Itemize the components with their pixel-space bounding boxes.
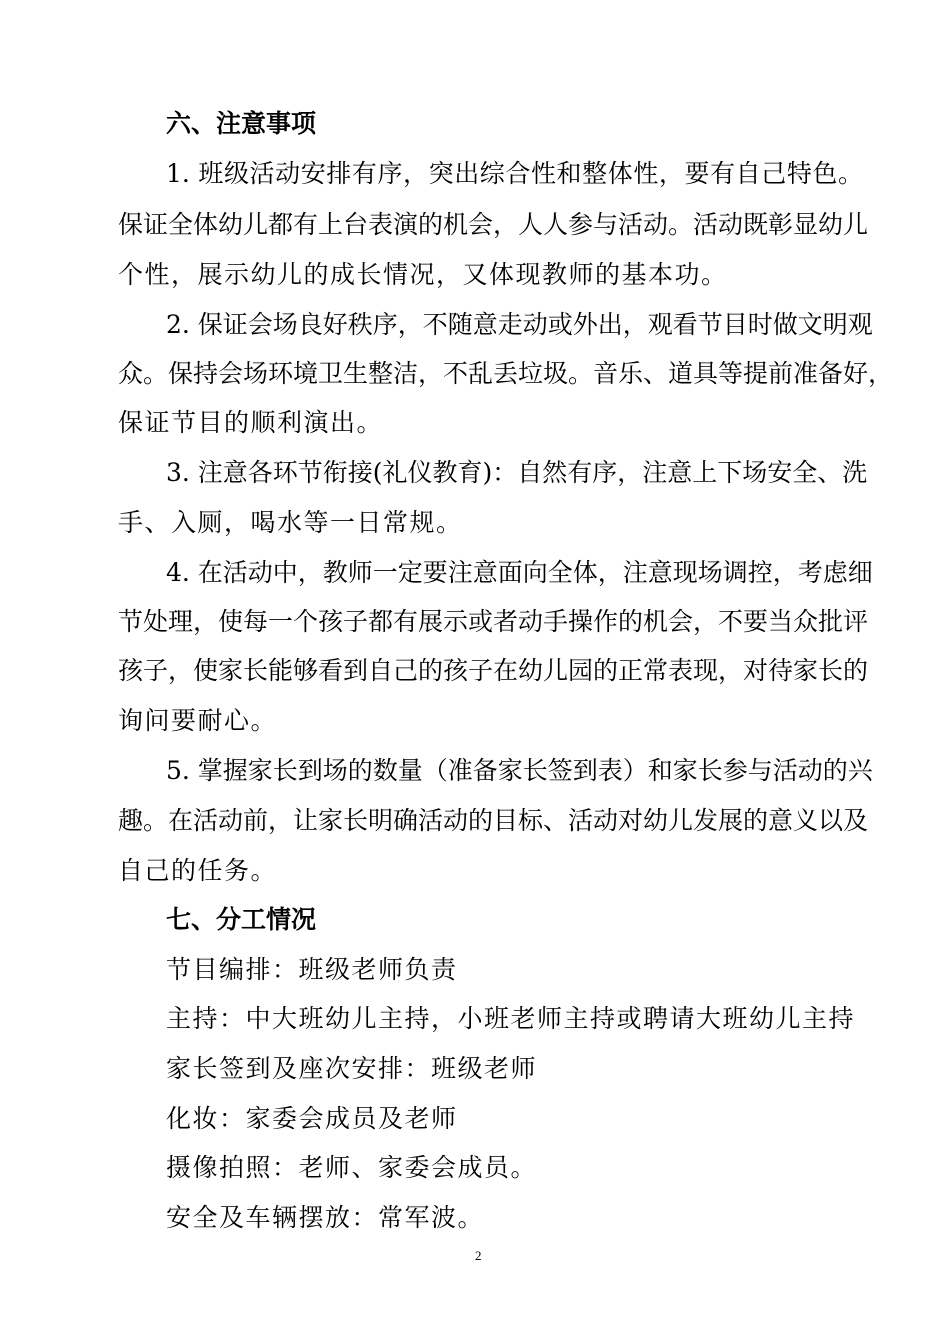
item-2-line-1: 2. 保证会场良好秩序，不随意走动或外出，观看节目时做文明观: [166, 310, 873, 339]
item-1-line-2: 保证全体幼儿都有上台表演的机会，人人参与活动。活动既彰显幼儿: [118, 210, 869, 239]
assignment-program-arrangement: 节目编排：班级老师负责: [166, 955, 458, 984]
item-3-line-1: 3. 注意各环节衔接(礼仪教育)：自然有序，注意上下场安全、洗: [166, 458, 868, 487]
item-4-line-2: 节处理，使每一个孩子都有展示或者动手操作的机会，不要当众批评: [118, 607, 869, 636]
item-4-line-1: 4. 在活动中，教师一定要注意面向全体，注意现场调控，考虑细: [166, 558, 873, 587]
section-6-heading: 六、注意事项: [166, 109, 317, 138]
assignment-parent-signin: 家长签到及座次安排：班级老师: [166, 1054, 538, 1083]
assignment-photography: 摄像拍照：老师、家委会成员。: [166, 1153, 538, 1182]
item-1-line-1: 1. 班级活动安排有序，突出综合性和整体性，要有自己特色。: [166, 159, 863, 188]
item-5-line-2: 趣。在活动前，让家长明确活动的目标、活动对幼儿发展的意义以及: [118, 806, 869, 835]
page-number: 2: [475, 1248, 482, 1263]
item-5-line-1: 5. 掌握家长到场的数量（准备家长签到表）和家长参与活动的兴: [166, 756, 873, 785]
assignment-makeup: 化妆：家委会成员及老师: [166, 1104, 458, 1133]
item-4-line-3: 孩子，使家长能够看到自己的孩子在幼儿园的正常表现，对待家长的: [118, 656, 869, 685]
assignment-safety-vehicles: 安全及车辆摆放：常军波。: [166, 1203, 485, 1232]
item-2-line-3: 保证节目的顺利演出。: [118, 408, 384, 437]
section-7-heading: 七、分工情况: [166, 905, 317, 934]
item-2-line-2: 众。保持会场环境卫生整洁，不乱丢垃圾。音乐、道具等提前准备好，: [118, 359, 894, 388]
assignment-host: 主持：中大班幼儿主持，小班老师主持或聘请大班幼儿主持: [166, 1004, 856, 1033]
item-3-line-2: 手、入厕，喝水等一日常规。: [118, 508, 463, 537]
item-5-line-3: 自己的任务。: [118, 856, 278, 885]
item-1-line-3: 个性，展示幼儿的成长情况，又体现教师的基本功。: [118, 260, 728, 289]
item-4-line-4: 询问要耐心。: [118, 706, 278, 735]
